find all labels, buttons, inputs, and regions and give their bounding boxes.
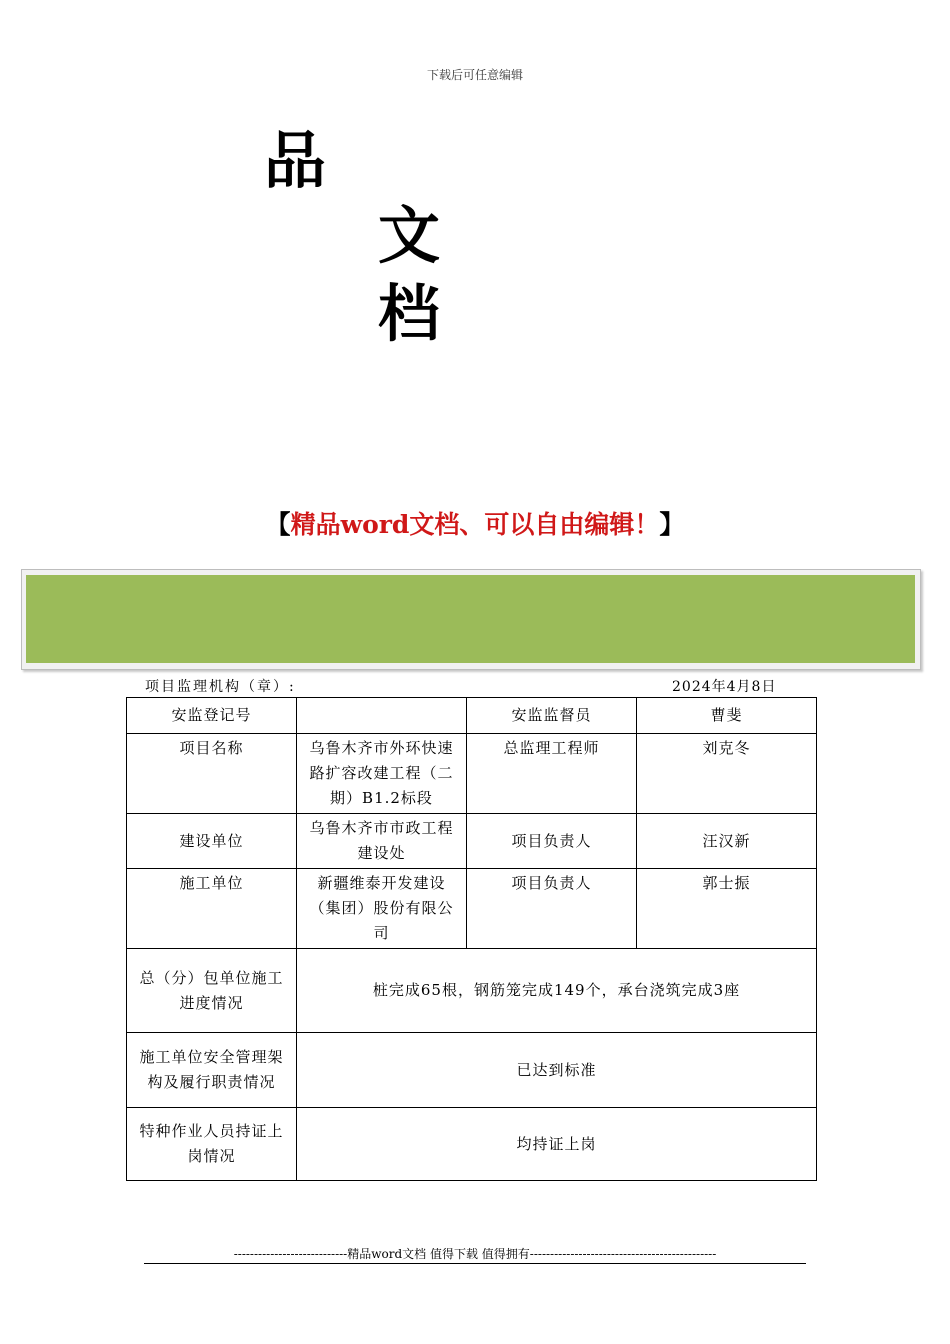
footer-text: ----------------------------精品word文档 值得下载 值得拥有----------------------------------------------	[233, 1247, 717, 1261]
table-row	[127, 949, 817, 1033]
special-workers-label: 特种作业人员持证上岗情况	[127, 1108, 297, 1181]
title-char-dang: 档	[378, 277, 441, 350]
registration-number-value	[297, 698, 467, 734]
promo-banner	[0, 505, 950, 541]
safety-management-value: 已达到标准	[297, 1033, 817, 1108]
safety-inspector-value: 曹斐	[637, 698, 817, 734]
owner-project-leader-value: 汪汉新	[637, 814, 817, 869]
promo-bracket-open: 【	[265, 510, 291, 539]
owner-project-leader-label: 项目负责人	[467, 814, 637, 869]
promo-text: 精品word文档、可以自由编辑！	[290, 510, 660, 539]
safety-inspector-label: 安监监督员	[467, 698, 637, 734]
supervision-org-label: 项目监理机构（章）:	[145, 679, 296, 695]
title-char-pin: 品	[264, 124, 327, 197]
table-row	[127, 1108, 817, 1181]
table-row	[127, 869, 817, 949]
chief-engineer-value: 刘克冬	[637, 734, 817, 814]
header-banner-fill	[26, 575, 915, 663]
contractor-label: 施工单位	[127, 869, 297, 949]
title-char-wen: 文	[378, 199, 441, 272]
promo-bracket-close: 】	[659, 510, 685, 539]
report-date: 2024年4月8日	[672, 679, 777, 695]
project-name-value: 乌鲁木齐市外环快速路扩容改建工程（二期）B1.2标段	[297, 734, 467, 814]
contractor-value: 新疆维泰开发建设（集团）股份有限公司	[297, 869, 467, 949]
chief-engineer-label: 总监理工程师	[467, 734, 637, 814]
table-row	[127, 1033, 817, 1108]
table-row	[127, 814, 817, 869]
footer-rule	[144, 1263, 806, 1264]
header-note: 下载后可任意编辑	[426, 68, 523, 82]
table-row	[127, 698, 817, 734]
special-workers-value: 均持证上岗	[297, 1108, 817, 1181]
contractor-project-leader-value: 郭士振	[637, 869, 817, 949]
table-row	[127, 734, 817, 814]
construction-owner-label: 建设单位	[127, 814, 297, 869]
contractor-project-leader-label: 项目负责人	[467, 869, 637, 949]
progress-value: 桩完成65根，钢筋笼完成149个，承台浇筑完成3座	[297, 949, 817, 1033]
project-name-label: 项目名称	[127, 734, 297, 814]
supervision-form-table	[126, 697, 817, 1181]
registration-number-label: 安监登记号	[127, 698, 297, 734]
construction-owner-value: 乌鲁木齐市市政工程建设处	[297, 814, 467, 869]
header-banner-frame	[21, 569, 921, 670]
progress-label: 总（分）包单位施工进度情况	[127, 949, 297, 1033]
safety-management-label: 施工单位安全管理架构及履行职责情况	[127, 1033, 297, 1108]
